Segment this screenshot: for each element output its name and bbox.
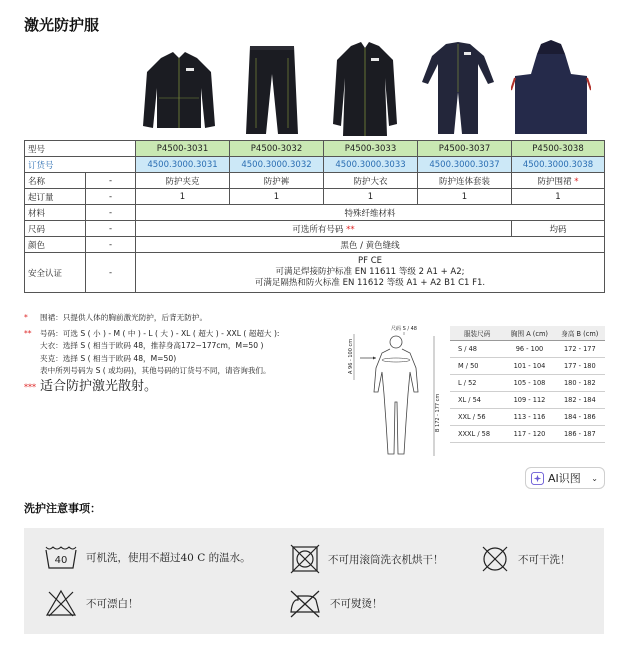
care-item-no-iron [288, 588, 383, 618]
size-apron-cell: 均码 [512, 221, 605, 237]
care-text: 不可干洗！ [518, 553, 571, 566]
dash-cell: - [86, 205, 136, 221]
footnote-text: 号码：可选 S ( 小 ) - M ( 中 ) - L ( 大 ) - XL ( 超大 ) - XXL ( 超超大 ): [40, 329, 280, 339]
figure-chest-label: A 96 - 100 cm [348, 338, 354, 374]
cert-row [25, 253, 605, 293]
footnote-text: 大衣：选择 S ( 相当于欧码 48，推荐身高172~177cm，M=50 ) [40, 341, 264, 351]
body-measurement-figure [346, 322, 446, 462]
size-label: 尺码 [25, 221, 86, 237]
footnote-mark: ** [24, 329, 32, 339]
moq-row [25, 189, 605, 205]
table-row [450, 425, 605, 442]
no-bleach-icon [44, 588, 78, 618]
order-row [25, 157, 605, 173]
coat-image [325, 38, 405, 138]
cert-label: 安全认证 [25, 253, 86, 293]
name-cell-apron [512, 173, 605, 189]
footnote-text: 表中所列号码为 S ( 或均码)，其他号码的订货号不同，请咨询我们。 [40, 365, 271, 375]
wash-40-icon [44, 544, 78, 570]
size-header: 身高 B (cm) [555, 326, 605, 340]
moq-cell: 1 [324, 189, 418, 205]
no-iron-icon [288, 588, 322, 618]
size-note-mark: ** [346, 224, 355, 235]
care-title: 洗护注意事项： [24, 502, 101, 515]
name-cell: 防护大衣 [324, 173, 418, 189]
dash-cell: - [86, 173, 136, 189]
moq-cell: 1 [136, 189, 230, 205]
moq-cell: 1 [230, 189, 324, 205]
size-cell: 117 - 120 [504, 425, 554, 442]
size-header: 服装尺码 [450, 326, 504, 340]
name-label: 名称 [25, 173, 86, 189]
dash-cell: - [86, 253, 136, 293]
no-tumble-dry-icon [290, 544, 320, 574]
cert-cell [136, 253, 605, 293]
size-cell: XXXL / 58 [450, 425, 504, 442]
order-number-link[interactable]: 4500.3000.3033 [324, 157, 418, 173]
care-text: 可机洗，使用不超过40 C 的温水。 [86, 551, 251, 564]
size-cell: 184 - 186 [555, 408, 605, 425]
dash-cell: - [86, 189, 136, 205]
size-cell: XL / 54 [450, 391, 504, 408]
sparkle-icon [531, 472, 544, 485]
model-cell: P4500-3033 [324, 141, 418, 157]
footnote-mark: * [24, 313, 28, 322]
size-cell: 177 - 180 [555, 357, 605, 374]
care-item-no-bleach [44, 588, 139, 618]
size-cell: S / 48 [450, 340, 504, 357]
model-cell: P4500-3037 [418, 141, 512, 157]
moq-cell: 1 [418, 189, 512, 205]
dash-cell: - [86, 221, 136, 237]
size-chart-table [450, 326, 605, 443]
size-cell: 186 - 187 [555, 425, 605, 442]
size-cell: 101 - 104 [504, 357, 554, 374]
figure-height-label: B 172 - 177 cm [435, 393, 441, 432]
name-row [25, 173, 605, 189]
size-cell: L / 52 [450, 374, 504, 391]
model-cell: P4500-3032 [230, 141, 324, 157]
apron-note-mark: * [574, 176, 579, 187]
no-dry-clean-icon [480, 544, 510, 574]
material-row [25, 205, 605, 221]
model-label: 型号 [25, 141, 136, 157]
material-label: 材料 [25, 205, 86, 221]
chevron-down-icon: ⌄ [591, 473, 598, 483]
table-row [450, 408, 605, 425]
ai-button-label: AI识图 [548, 472, 581, 485]
footnote-text: 夹克：选择 S ( 相当于欧码 48，M=50) [40, 353, 177, 363]
moq-label: 起订量 [25, 189, 86, 205]
table-row [450, 357, 605, 374]
garment-gallery [134, 38, 604, 138]
apron-name: 防护围裙 [537, 176, 572, 187]
material-cell: 特殊纤维材料 [136, 205, 605, 221]
cert-line: PF CE [358, 256, 383, 266]
name-cell: 防护夹克 [136, 173, 230, 189]
wash-temp: 40 [54, 555, 68, 566]
footnote-mark: *** [24, 383, 36, 393]
footnote-scatter [24, 378, 354, 396]
table-row [450, 340, 605, 357]
size-header: 胸围 A (cm) [504, 326, 554, 340]
care-item-no-tumble [290, 544, 444, 574]
coverall-image [418, 38, 498, 138]
size-cell: 113 - 116 [504, 408, 554, 425]
color-label: 颜色 [25, 237, 86, 253]
care-text: 不可用滚筒洗衣机烘干！ [328, 553, 444, 566]
footnote-text: 围裙：只提供人体的胸前激光防护，后背无防护。 [40, 313, 208, 322]
size-all-cell [136, 221, 512, 237]
footnotes [24, 312, 354, 396]
model-row [25, 141, 605, 157]
trousers-image [232, 38, 312, 138]
size-all-text: 可选所有号码 [292, 224, 344, 235]
dash-cell: - [86, 237, 136, 253]
order-number-link[interactable]: 4500.3000.3038 [512, 157, 605, 173]
size-cell: 109 - 112 [504, 391, 554, 408]
name-cell: 防护连体套装 [418, 173, 512, 189]
table-row [450, 374, 605, 391]
size-cell: 105 - 108 [504, 374, 554, 391]
footnote-text: 适合防护激光散射。 [40, 379, 158, 395]
order-label: 订货号 [25, 157, 136, 173]
care-item-wash [44, 544, 251, 570]
size-cell: 180 - 182 [555, 374, 605, 391]
size-cell: M / 50 [450, 357, 504, 374]
color-cell: 黑色 / 黄色缝线 [136, 237, 605, 253]
size-cell: 96 - 100 [504, 340, 554, 357]
ai-image-recognition-button[interactable] [525, 467, 605, 489]
size-cell: 182 - 184 [555, 391, 605, 408]
size-cell: XXL / 56 [450, 408, 504, 425]
table-row [450, 391, 605, 408]
size-row [25, 221, 605, 237]
size-cell: 172 - 177 [555, 340, 605, 357]
model-cell: P4500-3031 [136, 141, 230, 157]
care-text: 不可熨烫！ [330, 597, 383, 610]
footnote-sizes [24, 328, 354, 377]
jacket-image [139, 38, 219, 138]
order-number-link[interactable]: 4500.3000.3032 [230, 157, 324, 173]
page-title: 激光防护服 [24, 16, 100, 34]
cert-line: 可满足焊接防护标准 EN 11611 等级 2 A1 + A2; [275, 267, 465, 277]
moq-cell: 1 [512, 189, 605, 205]
cert-line: 可满足隔热和防火标准 EN 11612 等级 A1 + A2 B1 C1 F1. [254, 278, 486, 288]
care-item-no-dry-clean [480, 544, 571, 574]
model-cell: P4500-3038 [512, 141, 605, 157]
order-number-link[interactable]: 4500.3000.3031 [136, 157, 230, 173]
order-number-link[interactable]: 4500.3000.3037 [418, 157, 512, 173]
spec-table [24, 140, 605, 293]
name-cell: 防护裤 [230, 173, 324, 189]
footnote-apron [24, 312, 354, 324]
care-text: 不可漂白！ [86, 597, 139, 610]
figure-size-label: 尺码 S / 48 [391, 326, 417, 332]
color-row [25, 237, 605, 253]
care-instructions-panel [24, 528, 604, 634]
apron-image [511, 38, 591, 138]
